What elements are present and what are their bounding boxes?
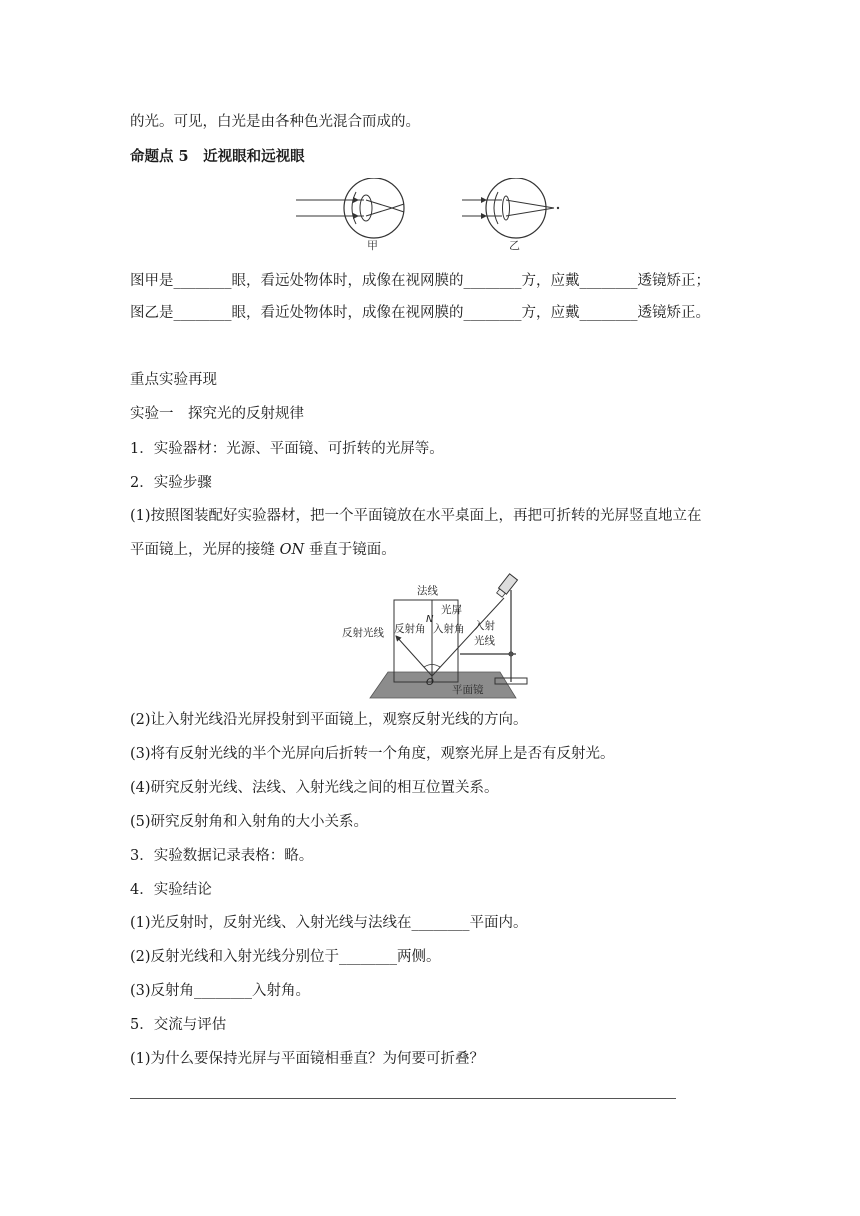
item-conclusions-heading: 4．实验结论 xyxy=(130,882,212,898)
question-eye-b: 图乙是________眼，看近处物体时，成像在视网膜的________方，应戴________透镜矫正。 xyxy=(130,305,710,321)
label-incident-ray-2: 光线 xyxy=(474,635,495,647)
evaluation-question-1: (1)为什么要保持光屏与平面镜相垂直？为何要可折叠？ xyxy=(130,1051,485,1067)
conclusion-1: (1)光反射时，反射光线、入射光线与法线在________平面内。 xyxy=(130,915,528,931)
section-title-eyes: 命题点 5 近视眼和远视眼 xyxy=(130,148,305,165)
experiment-1-title: 实验一 探究光的反射规律 xyxy=(130,406,304,422)
eye-label-b: 乙 xyxy=(509,239,520,252)
step-1-line-2: 平面镜上，光屏的接缝 ON 垂直于镜面。 xyxy=(130,542,396,558)
item-steps-heading: 2．实验步骤 xyxy=(130,475,212,491)
label-incident-ray-1: 入射 xyxy=(474,620,495,632)
step-2: (2)让入射光线沿光屏投射到平面镜上，观察反射光线的方向。 xyxy=(130,712,528,728)
question-eye-a: 图甲是________眼，看远处物体时，成像在视网膜的________方，应戴________透镜矫正； xyxy=(130,273,710,289)
item-materials: 1．实验器材：光源、平面镜、可折转的光屏等。 xyxy=(130,441,444,457)
key-experiments-heading: 重点实验再现 xyxy=(130,372,217,388)
label-normal: 法线 xyxy=(417,585,438,597)
step-1-line-1: (1)按照图装配好实验器材，把一个平面镜放在水平桌面上，再把可折转的光屏竖直地立在 xyxy=(130,508,702,524)
light-source xyxy=(495,574,517,598)
label-incident-angle: 入射角 xyxy=(433,623,465,635)
item-evaluation-heading: 5．交流与评估 xyxy=(130,1017,227,1033)
label-reflect-angle: 反射角 xyxy=(394,623,426,635)
eye-label-a: 甲 xyxy=(367,239,378,252)
label-o: O xyxy=(426,677,434,688)
eye-diagram-a xyxy=(296,178,404,252)
step-5: (5)研究反射角和入射角的大小关系。 xyxy=(130,814,369,830)
label-screen: 光屏 xyxy=(441,604,462,616)
reflection-experiment-figure xyxy=(340,570,530,702)
eye-diagram-b xyxy=(462,178,559,252)
item-data-table: 3．实验数据记录表格：略。 xyxy=(130,848,314,864)
reflected-ray xyxy=(396,636,432,676)
conclusion-2: (2)反射光线和入射光线分别位于________两侧。 xyxy=(130,949,441,965)
plane-mirror xyxy=(370,672,516,698)
step-3: (3)将有反射光线的半个光屏向后折转一个角度，观察光屏上是否有反射光。 xyxy=(130,746,615,762)
label-reflected-ray: 反射光线 xyxy=(342,627,384,639)
conclusion-3: (3)反射角________入射角。 xyxy=(130,983,311,999)
step-4: (4)研究反射光线、法线、入射光线之间的相互位置关系。 xyxy=(130,780,499,796)
label-mirror: 平面镜 xyxy=(452,684,484,696)
answer-blank-line[interactable] xyxy=(130,1098,676,1099)
eye-diagram-figure xyxy=(296,178,564,254)
label-n: N xyxy=(426,614,434,625)
intro-text: 的光。可见，白光是由各种色光混合而成的。 xyxy=(130,114,420,130)
